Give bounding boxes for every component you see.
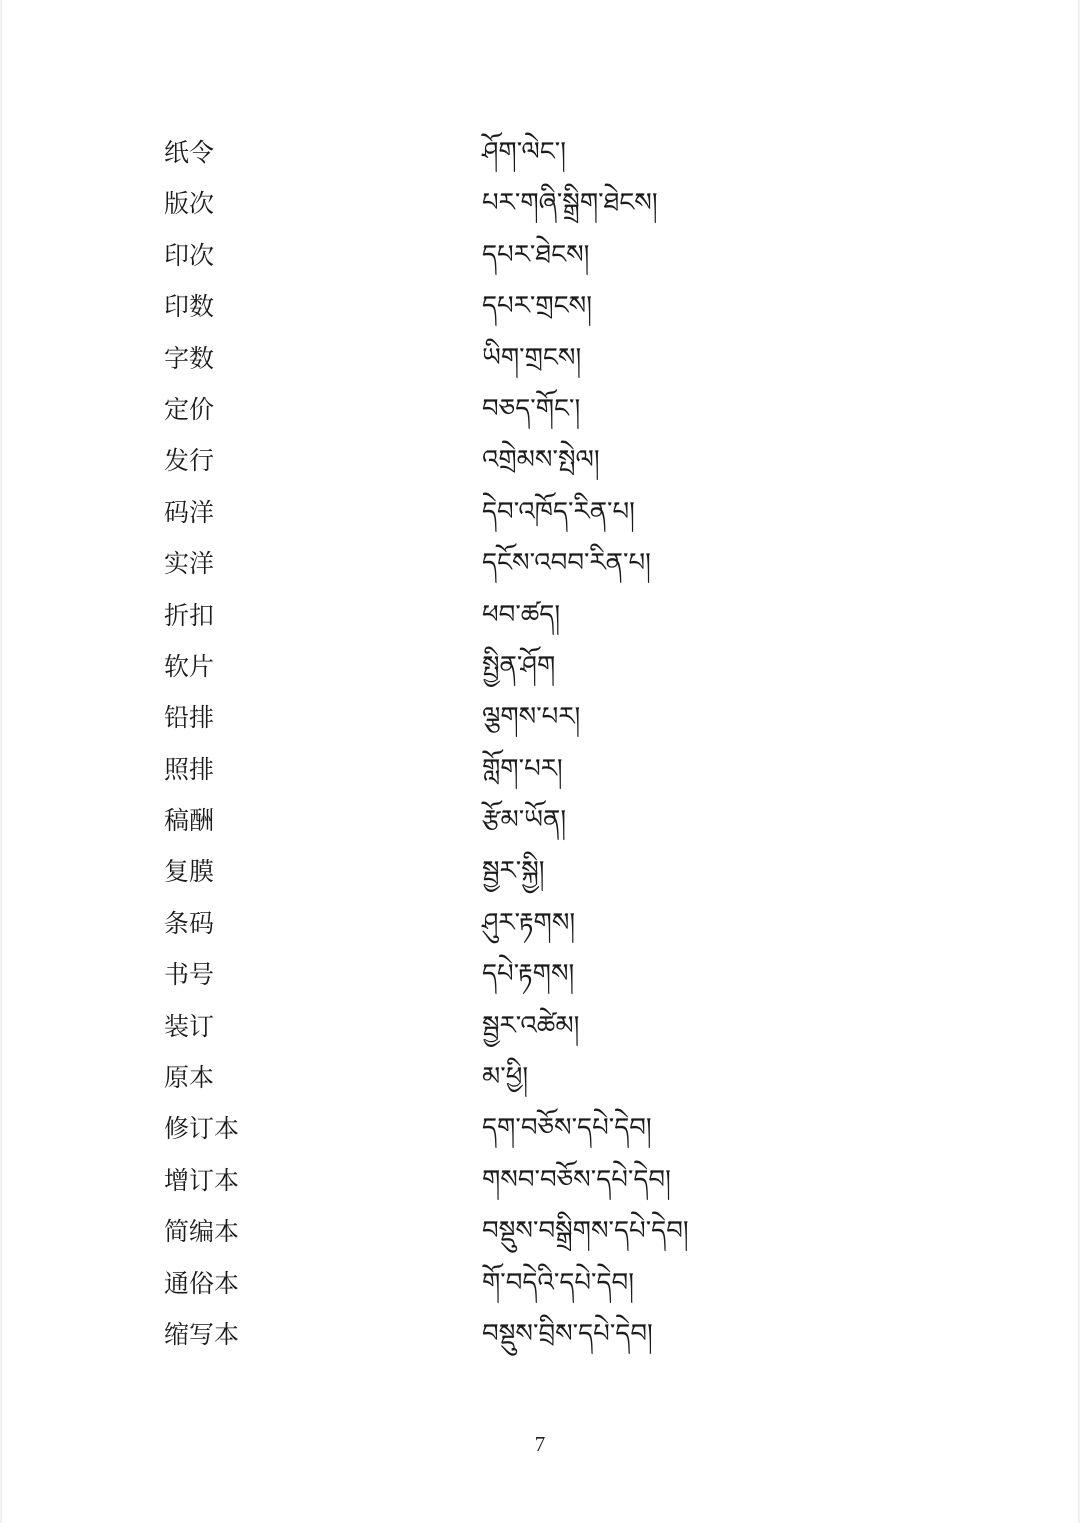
chinese-term: 装订 bbox=[164, 1011, 215, 1041]
tibetan-term: མ་ཕྱི། bbox=[482, 1062, 529, 1093]
tibetan-term: བསྡུས་བྲིས་དཔེ་དེབ། bbox=[482, 1318, 653, 1349]
chinese-term: 稿酬 bbox=[164, 806, 215, 836]
tibetan-term: གོ་བདེའི་དཔེ་དེབ། bbox=[482, 1267, 634, 1298]
glossary-row bbox=[164, 642, 924, 693]
glossary-row bbox=[164, 1002, 924, 1053]
glossary-list bbox=[164, 128, 924, 1361]
tibetan-term: ཤོག་ལེང་། bbox=[482, 137, 567, 167]
chinese-term: 简编本 bbox=[164, 1217, 240, 1247]
tibetan-term: སྦྱར་སྐྱི། bbox=[482, 856, 545, 887]
tibetan-term: འགྲེམས་སྤེལ། bbox=[482, 445, 600, 476]
glossary-row bbox=[164, 899, 924, 950]
chinese-term: 纸令 bbox=[164, 138, 215, 167]
chinese-term: 印次 bbox=[164, 240, 215, 270]
chinese-term: 印数 bbox=[164, 292, 215, 322]
chinese-term: 复膜 bbox=[164, 857, 215, 887]
page-number: 7 bbox=[534, 1432, 546, 1456]
chinese-term: 增订本 bbox=[164, 1165, 240, 1195]
tibetan-term: གསབ་བཅོས་དཔེ་དེབ། bbox=[482, 1164, 671, 1195]
chinese-term: 原本 bbox=[164, 1063, 215, 1093]
tibetan-term: སྤྱིན་ཤོག bbox=[482, 650, 556, 681]
glossary-row bbox=[164, 1156, 924, 1207]
chinese-term: 条码 bbox=[164, 908, 215, 938]
glossary-row bbox=[164, 1104, 924, 1155]
glossary-row bbox=[164, 1207, 924, 1258]
glossary-row bbox=[164, 591, 924, 642]
glossary-row bbox=[164, 847, 924, 898]
tibetan-term: དག་བཅོས་དཔེ་དེབ། bbox=[482, 1113, 652, 1144]
chinese-term: 发行 bbox=[164, 446, 215, 476]
chinese-term: 铅排 bbox=[164, 703, 215, 733]
tibetan-term: དེབ་འཁོད་རིན་པ། bbox=[482, 496, 635, 527]
tibetan-term: དཔེ་རྟགས། bbox=[482, 959, 575, 990]
glossary-row bbox=[164, 539, 924, 590]
tibetan-term: ལྕགས་པར། bbox=[482, 702, 581, 733]
chinese-term: 字数 bbox=[164, 343, 215, 373]
tibetan-term: བསྡུས་བསྒྲིགས་དཔེ་དེབ། bbox=[482, 1216, 689, 1247]
tibetan-term: གློག་པར། bbox=[482, 753, 563, 784]
chinese-term: 软片 bbox=[164, 651, 215, 681]
chinese-term: 折扣 bbox=[164, 600, 215, 630]
tibetan-term: རྩོམ་ཡོན། bbox=[482, 805, 567, 836]
tibetan-term: ཕབ་ཚད། bbox=[482, 599, 561, 630]
glossary-row bbox=[164, 385, 924, 436]
chinese-term: 定价 bbox=[164, 394, 215, 424]
glossary-row bbox=[164, 796, 924, 847]
tibetan-term: དངོས་འབབ་རིན་པ། bbox=[482, 548, 651, 579]
chinese-term: 缩写本 bbox=[164, 1319, 240, 1349]
glossary-row bbox=[164, 745, 924, 796]
glossary-row bbox=[164, 693, 924, 744]
tibetan-term: པར་གཞི་སྒྲིག་ཐེངས། bbox=[482, 188, 658, 219]
chinese-term: 实洋 bbox=[164, 549, 215, 579]
glossary-row bbox=[164, 128, 924, 179]
glossary-row bbox=[164, 1310, 924, 1361]
glossary-row bbox=[164, 231, 924, 282]
chinese-term: 通俗本 bbox=[164, 1268, 240, 1298]
glossary-row bbox=[164, 334, 924, 385]
tibetan-term: སྦྱར་འཚེམ། bbox=[482, 1010, 580, 1041]
chinese-term: 修订本 bbox=[164, 1114, 240, 1144]
tibetan-term: དཔར་ཐེངས། bbox=[482, 239, 590, 270]
chinese-term: 照排 bbox=[164, 754, 215, 784]
glossary-row bbox=[164, 282, 924, 333]
tibetan-term: དཔར་གྲངས། bbox=[482, 291, 593, 322]
glossary-row bbox=[164, 179, 924, 230]
tibetan-term: ཤུར་རྟགས། bbox=[482, 907, 576, 938]
glossary-row bbox=[164, 1259, 924, 1310]
document-page bbox=[2, 0, 1078, 1523]
chinese-term: 版次 bbox=[164, 189, 215, 219]
glossary-row bbox=[164, 488, 924, 539]
tibetan-term: ཡིག་གྲངས། bbox=[482, 342, 582, 373]
tibetan-term: བཅད་གོང་། bbox=[482, 393, 581, 424]
glossary-row bbox=[164, 1053, 924, 1104]
chinese-term: 码洋 bbox=[164, 497, 215, 527]
glossary-row bbox=[164, 950, 924, 1001]
glossary-row bbox=[164, 436, 924, 487]
chinese-term: 书号 bbox=[164, 960, 215, 990]
